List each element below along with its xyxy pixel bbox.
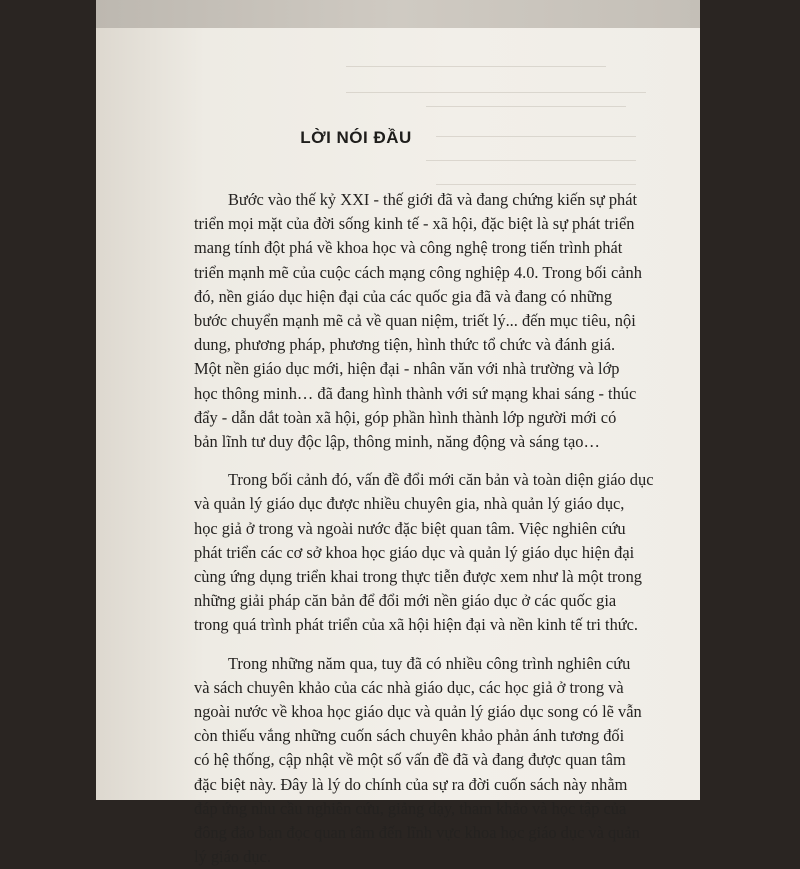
text-line: Bước vào thế kỷ XXI - thế giới đã và đang chứng kiến sự phát	[228, 190, 638, 209]
text-line: Một nền giáo dục mới, hiện đại - nhân văn với nhà trường và lớp	[194, 359, 620, 379]
text-line: bước chuyển mạnh mẽ cả về quan niệm, triết lý... đến mục tiêu, nội	[194, 311, 636, 331]
text-line: bản lĩnh tư duy độc lập, thông minh, năng động và sáng tạo…	[194, 432, 600, 452]
text-line: đó, nền giáo dục hiện đại của các quốc gia đã và đang có những	[194, 286, 613, 306]
text-line: đông đảo bạn đọc quan tâm đến lĩnh vực khoa học giáo dục và quản	[194, 823, 640, 843]
text-line: những giải pháp căn bản để đổi mới nền giáo dục ở các quốc gia	[194, 591, 617, 611]
text-line: đẩy - dẫn dắt toàn xã hội, góp phần hình thành lớp người mới có	[194, 407, 617, 427]
text-line: đặc biệt này. Đây là lý do chính của sự ra đời cuốn sách này nhằm	[194, 774, 628, 794]
text-line: trong quá trình phát triển của xã hội hiện đại và nền kinh tế tri thức.	[194, 615, 639, 635]
text-line: học giả ở trong và ngoài nước đặc biệt quan tâm. Việc nghiên cứu	[194, 518, 626, 538]
text-line: và sách chuyên khảo của các nhà giáo dục, các học giả ở trong và	[194, 677, 624, 697]
text-line: còn thiếu vắng những cuốn sách chuyên khảo phản ánh tương đối	[194, 726, 625, 746]
paragraph-2	[194, 468, 684, 637]
text-line: ngoài nước về khoa học giáo dục và quản lý giáo dục song có lẽ vẫn	[194, 702, 642, 722]
text-line: Trong bối cảnh đó, vấn đề đổi mới căn bản và toàn diện giáo dục	[228, 470, 654, 490]
text-line: phát triển các cơ sở khoa học giáo dục và quản lý giáo dục hiện đại	[194, 542, 635, 562]
text-line: triển mạnh mẽ của cuộc cách mạng công nghiệp 4.0. Trong bối cảnh	[194, 262, 642, 282]
text-line: có hệ thống, cập nhật về một số vấn đề đã và đang được quan tâm	[194, 750, 626, 770]
text-line: và quản lý giáo dục được nhiều chuyên gia, nhà quản lý giáo dục,	[194, 494, 625, 514]
text-line: mang tính đột phá về khoa học và công nghệ trong tiến trình phát	[194, 238, 623, 258]
page-title: LỜI NÓI ĐẦU	[300, 128, 412, 147]
text-line: triển mọi mặt của đời sống kinh tế - xã hội, đặc biệt là sự phát triển	[194, 214, 635, 234]
book-page	[96, 0, 700, 867]
text-line: học thông minh… đã đang hình thành với sứ mạng khai sáng - thúc	[194, 383, 637, 403]
text-line: cùng ứng dụng triển khai trong thực tiễn được xem như là một trong	[194, 567, 642, 587]
text-line: đáp ứng nhu cầu nghiên cứu, giảng dạy, tham khảo và học tập của	[194, 798, 627, 818]
paragraph-3	[194, 652, 684, 869]
body-text	[194, 188, 684, 869]
text-line: dung, phương pháp, phương tiện, hình thức tổ chức và đánh giá.	[194, 335, 616, 355]
text-line: lý giáo dục.	[194, 847, 271, 867]
text-line: Trong những năm qua, tuy đã có nhiều công trình nghiên cứu	[228, 653, 631, 673]
paragraph-1	[194, 188, 684, 454]
